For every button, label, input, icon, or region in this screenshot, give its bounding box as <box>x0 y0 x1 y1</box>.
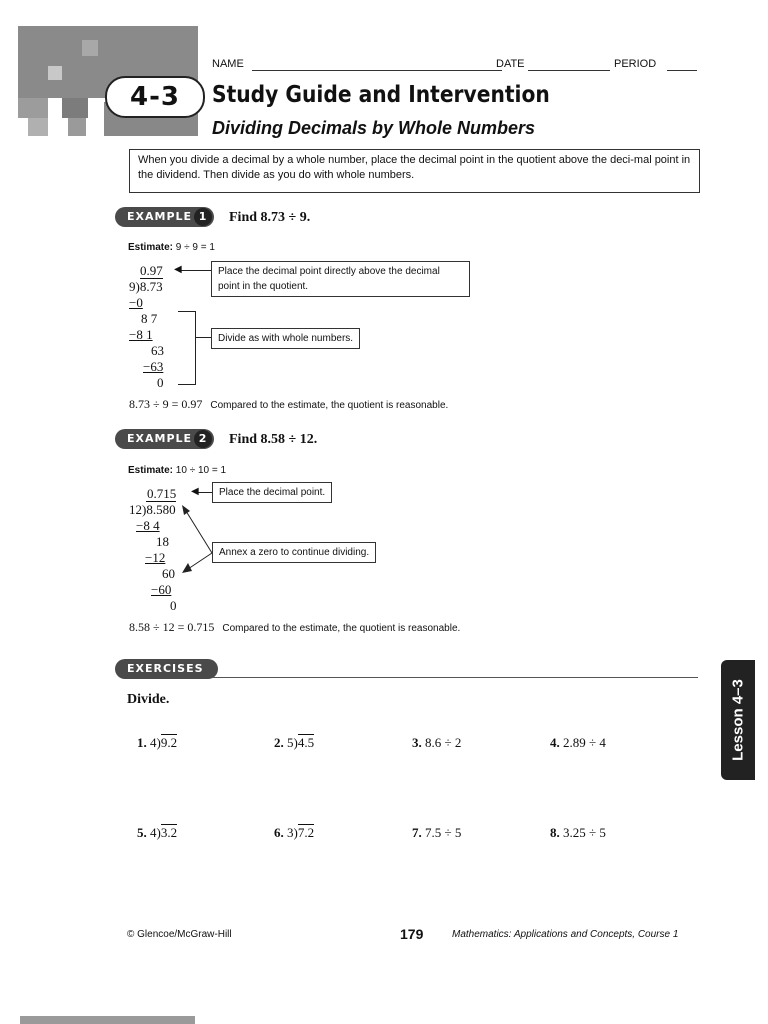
result-equation: 8.58 ÷ 12 = 0.715 <box>129 620 215 634</box>
exercise-item: 6. 3)7.2 <box>274 825 315 840</box>
example-2-label: EXAMPLE <box>127 432 193 445</box>
name-date-period-line <box>212 58 702 74</box>
page-title: Study Guide and Intervention <box>212 82 550 108</box>
example-2-division: 12)8.580 <box>129 502 176 517</box>
footer-page-number: 179 <box>400 926 424 942</box>
example-1-note-decimal: Place the decimal point directly above the decimal point in the quotient. <box>211 261 470 297</box>
example-1-result <box>129 397 448 412</box>
name-field[interactable] <box>252 70 502 71</box>
example-2-pill <box>115 429 214 449</box>
example-2-quotient: 0.715 <box>147 486 177 501</box>
exercise-item: 3. 8.6 ÷ 2 <box>412 735 462 750</box>
side-tab-label: Lesson 4–3 <box>729 679 747 761</box>
example-2-number: 2 <box>194 430 212 448</box>
example-1-note-divide: Divide as with whole numbers. <box>211 328 360 349</box>
step-line: 63 <box>151 343 164 358</box>
step-line: −63 <box>143 359 164 374</box>
step-line: 18 <box>156 534 169 549</box>
step-line: −60 <box>151 582 172 597</box>
exercise-item: 2. 5)4.5 <box>274 735 315 750</box>
estimate-expr: 10 ÷ 10 = 1 <box>175 465 227 476</box>
bracket-side <box>195 311 196 385</box>
example-1-division: 9)8.73 <box>129 279 163 294</box>
estimate-expr: 9 ÷ 9 = 1 <box>175 242 215 253</box>
name-label: NAME <box>212 58 244 70</box>
lesson-side-tab <box>721 660 755 780</box>
result-comment: Compared to the estimate, the quotient is reasonable. <box>210 400 449 411</box>
period-field[interactable] <box>667 70 697 71</box>
example-2-result <box>129 620 460 635</box>
arrow-line <box>180 270 212 271</box>
dividend: 8.580 <box>146 502 176 517</box>
arrow-line <box>198 492 212 493</box>
example-1-estimate <box>128 242 215 253</box>
bottom-decoration <box>20 1016 195 1024</box>
estimate-label: Estimate: <box>128 465 174 476</box>
estimate-label: Estimate: <box>128 242 174 253</box>
exercises-instruction: Divide. <box>127 692 170 707</box>
dividend: 8.73 <box>139 279 163 294</box>
exercises-pill <box>115 659 218 679</box>
bracket-top <box>178 311 196 312</box>
step-line: 0 <box>170 598 177 613</box>
step-line: 8 7 <box>141 311 158 326</box>
exercises-label: EXERCISES <box>127 662 204 675</box>
example-1-pill <box>115 207 214 227</box>
exercise-item: 5. 4)3.2 <box>137 825 178 840</box>
example-2-estimate <box>128 465 226 476</box>
period-label: PERIOD <box>614 58 657 70</box>
divisor: 12 <box>129 502 142 517</box>
intro-box: When you divide a decimal by a whole number, place the decimal point in the quotient above the deci-mal point in the dividend. Then divide as you do with whole numbers. <box>129 149 700 193</box>
annex-zero-arrows <box>180 505 214 575</box>
example-2-note-decimal: Place the decimal point. <box>212 482 332 503</box>
example-1-prompt: Find 8.73 ÷ 9. <box>229 210 311 225</box>
result-equation: 8.73 ÷ 9 = 0.97 <box>129 397 203 411</box>
step-line: −12 <box>145 550 166 565</box>
lesson-number-badge: 4-3 <box>105 76 205 118</box>
example-2-prompt: Find 8.58 ÷ 12. <box>229 432 318 447</box>
exercises-rule <box>212 677 698 678</box>
step-line: −8 1 <box>129 327 153 342</box>
example-1-quotient: 0.97 <box>140 263 163 278</box>
exercise-item: 7. 7.5 ÷ 5 <box>412 825 462 840</box>
exercise-item: 8. 3.25 ÷ 5 <box>550 825 606 840</box>
step-line: −8 4 <box>136 518 160 533</box>
example-2-note-annex: Annex a zero to continue dividing. <box>212 542 376 563</box>
step-line: 60 <box>162 566 175 581</box>
page-subtitle: Dividing Decimals by Whole Numbers <box>212 118 536 138</box>
example-1-label: EXAMPLE <box>127 210 193 223</box>
result-comment: Compared to the estimate, the quotient is reasonable. <box>222 623 461 634</box>
arrow-head-icon: ◀ <box>191 486 199 497</box>
footer-publisher: © Glencoe/McGraw-Hill <box>127 929 232 940</box>
step-line: 0 <box>157 375 164 390</box>
date-label: DATE <box>496 58 525 70</box>
bracket-connector <box>196 337 211 338</box>
example-1-number: 1 <box>194 208 212 226</box>
divisor: 9 <box>129 279 136 294</box>
footer-book-title: Mathematics: Applications and Concepts, Course 1 <box>452 929 679 940</box>
exercise-item: 1. 4)9.2 <box>137 735 178 750</box>
step-line: −0 <box>129 295 143 310</box>
exercise-item: 4. 2.89 ÷ 4 <box>550 735 606 750</box>
arrow-head-icon: ◀ <box>174 264 182 275</box>
date-field[interactable] <box>528 70 610 71</box>
bracket-bottom <box>178 384 196 385</box>
